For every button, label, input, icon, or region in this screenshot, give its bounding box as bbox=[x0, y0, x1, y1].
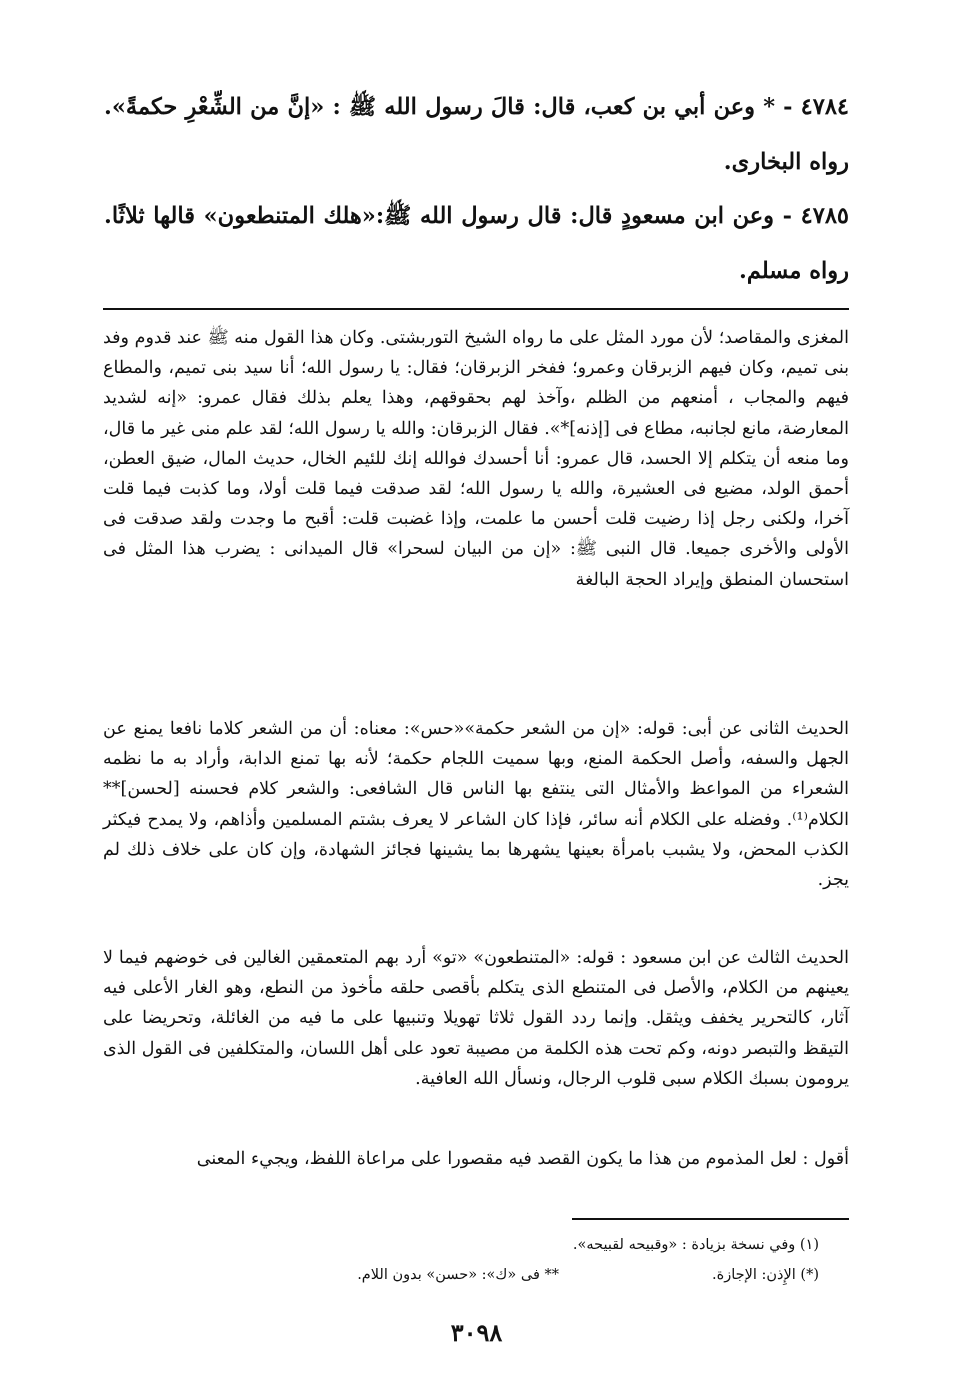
hadith-text: - * وعن أبي بن كعب، قال: قالَ رسول الله ﷺ : «إنَّ من الشِّعْرِ حكمةً». رواه البخارى. bbox=[104, 94, 849, 175]
commentary-paragraph bbox=[103, 323, 849, 595]
hadith-4784 bbox=[104, 80, 849, 190]
footnote-double-star: ** فى «ك»: «حسن» بدون اللام. bbox=[357, 1267, 559, 1283]
commentary-paragraph bbox=[103, 1144, 849, 1174]
commentary-text: المغزى والمقاصد؛ لأن مورد المثل على ما رواه الشيخ التوربشتى. وكان هذا القول منه ﷺ عند قدوم وفد بنى تميم، وكان فيهم الزبرقان وعمرو؛ ففخر الزبرقان؛ فقال: يا رسول الله؛ أنا سيد بنى تميم، والمطاع فيهم والمجاب ، أمنعهم من الظلم ،وآخذ لهم بحقوقهم، وهذا يعلم بذلك فقال عمرو: «إنه لشديد المعارضة، مانع لجانبه، مطاع فى [إذنه]*». فقال الزبرقان: والله يا رسول الله؛ لقد علم منى غير ما قال، وما منعه أن يتكلم إلا الحسد، قال عمرو: أنا أحسدك فوالله إنك للئيم الخال، حديث المال، ضيق العطن، أحمق الولد، مضيع فى العشيرة، والله يا رسول الله؛ لقد صدقت فيما قلت أولا، وما كذبت فيما قلت آخرا، ولكنى رجل إذا رضيت قلت أحسن ما علمت، وإذا غضبت قلت: أقبح ما وجدت ولقد صدقت فى الأولى والأخرى جميعا. قال النبى ﷺ: «إن من البيان لسحرا» قال الميدانى : يضرب هذا المثل فى استحسان المنطق وإيراد الحجة البالغة bbox=[103, 328, 849, 590]
commentary-text: أقول : لعل المذموم من هذا ما يكون القصد فيه مقصورا على مراعاة اللفظ، ويجيء المعنى bbox=[196, 1149, 849, 1169]
commentary-text: الحديث الثالث عن ابن مسعود : قوله: «المتنطعون» «تو» أرد بهم المتعمقين الغالين فى خوضهم فيما لا يعينهم من الكلام، والأصل فى المتنطع الذى يتكلم بأقصى حلقه مأخوذ من النطع، وهو الغار الأعلى فيه آثار، كالتحرير يخفف ويثقل. وإنما ردد القول ثلاثا تهويلا وتنبيها على ما فيه من الغائلة، وتحريضا على التيقظ والتبصر دونه، وكم تحت هذه الكلمة من مصيبة تعود على أهل اللسان، والمتكلفين فى القول الذى يرومون بسبك الكلام سبى قلوب الرجال، ونسأل الله العافية. bbox=[103, 948, 849, 1089]
commentary-divider bbox=[103, 308, 849, 310]
commentary-paragraph bbox=[103, 714, 849, 895]
footnote-divider bbox=[572, 1218, 849, 1220]
hadith-4785 bbox=[104, 189, 849, 299]
hadith-number: ٤٧٨٥ bbox=[800, 203, 849, 229]
footnote-star: (*) الإِذن: الإجازة. bbox=[712, 1267, 819, 1283]
hadith-text: - وعن ابن مسعودٍ قال: قال رسول الله ﷺ:«هلك المتنطعون» قالها ثلاثًا. رواه مسلم. bbox=[104, 203, 849, 284]
footnote-1: (١) وفي نسخة بزيادة : «وقبيحه لقبيحه». bbox=[572, 1237, 819, 1253]
commentary-text: الحديث الثانى عن أبى: قوله: «إن من الشعر حكمة»«حس»: معناه: أن من الشعر كلاما نافعا يمنع عن الجهل والسفه، وأصل الحكمة المنع، وبها سميت اللجام حكمة؛ لأنه بها تمنع الدابة، وأراد به ما نظمه الشعراء من المواعظ والأمثال التى ينتفع بها الناس قال الشافعى: والشعر كلام فحسنه [لحسن]** الكلام⁽¹⁾. وفضله على الكلام أنه سائر، فإذا كان الشاعر لا يعرف بشتم المسلمين وأذاهم، ولا يمدح فيكثر الكذب المحض، ولا يشبب بامرأة بعينها يشهرها بما يشينها فجائز الشهادة، وإن كان على خلاف ذلك لم يجز. bbox=[103, 719, 849, 891]
hadith-number: ٤٧٨٤ bbox=[800, 94, 849, 120]
page-number: ٣٠٩٨ bbox=[450, 1318, 503, 1347]
commentary-paragraph bbox=[103, 943, 849, 1094]
